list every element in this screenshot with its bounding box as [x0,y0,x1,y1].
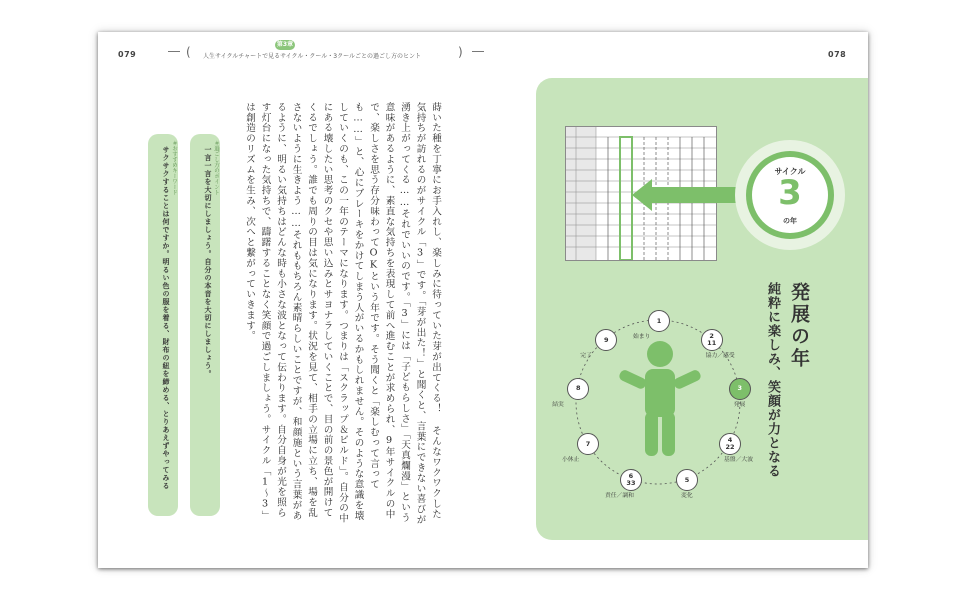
cycle-badge-number: 3 [778,173,802,213]
cycle-node: 1 [648,310,670,332]
cycle-node: 2 11 [701,329,723,351]
cycle-node: 6 33 [620,469,642,491]
cycle-node-label: 変化 [681,493,693,500]
cycle-node-label: 発展 [733,401,746,408]
chapter-badge: 第3章 [276,41,294,48]
title-sub: 純粋に楽しみ、笑顔が力となる [765,282,780,478]
tip-box-text: 一言一言を大切にしましょう。自分の本音を大切にしましょう。 [204,146,212,378]
header-paren-open: ( [186,45,191,59]
cycle-node-label: 結実 [552,401,564,408]
tip-box-points [190,134,220,516]
person-figure [618,341,702,456]
tip-box-keywords [148,134,178,516]
cycle-node-label: 協力／感受 [705,353,735,360]
tip-box-text: サクサクすることは何ですか。明るい色の服を着る、財布の紐を締める、とりあえずやってみる [162,146,170,490]
header-paren-close: ) [458,45,463,59]
running-header [168,41,498,64]
tip-box-label: ＃過ごし方のポイント [213,140,219,195]
cycle-node-label: 小休止 [561,457,580,463]
cycle-node-label: 責任／調和 [604,493,634,500]
header-text: 人生サイクルチャートで見るサイクル・クール・3クールごとの過ごし方のヒント [203,53,421,60]
book-spread [98,32,868,568]
header-dash [472,51,484,52]
header-dash [168,51,180,52]
cycle-node: 3 [729,378,751,400]
cycle-node-label: 完了 [580,353,592,360]
arrow-indicator [632,179,742,211]
page-number-right: 078 [828,50,847,59]
cycle-node: 5 [676,469,698,491]
page-number-left: 079 [118,50,137,59]
cycle-node: 4 22 [719,433,741,455]
tip-box-label: ＃おすすめキーワード [171,140,177,195]
title-main: 発展の年 [788,282,810,370]
cycle-badge-suffix: の年 [783,217,797,225]
cycle-badge [735,140,845,250]
body-text: 蒔いた種を丁寧にお手入れし、楽しみに待っていた芽が出てくる！ そんなワクワクした気持ちが訪れるのがサイクル「3」です。「芽が出た！」と聞くと、言葉にできない喜びが湧き上がってくる……それでいいのです。「3」には「子どもらしさ」「天真爛漫」という意味があるように、素直な気持ちを表現して前へ進むことが求められ、9年サイクルの中で、楽しさを思う存分味わってOKという年です。そう聞くと「楽しむって言っても……」と、心にブレーキをかけてしまう人がいるかもしれません。そのような意識を壊していくのも、この一年のテーマになります。つまりは「スクラップ＆ビルド」。自分の中にある壊したい思考のクセや思い込みとサヨナラしていくことで、目の前の景色が開けてくるでしょう。誰でも周りの目は気になります。状況を見て、相手の立場に立ち、場を乱さないように生きよう……それももちろん素晴らしいことですが、和顔施という言葉があるように、明るい気持ちはどんな時も小さな波となって伝わります。自分自身が光を照らす灯台になった気持ちで、躊躇することなく笑顔で過ごしましょう。サイクル「1〜3」は創造のリズムを生み、次へと繋がっていきます。 [244,102,441,525]
cycle-node-label: 始まり [633,334,651,340]
cycle-node: 7 [577,433,599,455]
cycle-node-label: 基盤／大波 [724,457,753,463]
cycle-node: 9 [595,329,617,351]
cycle-badge-prefix: サイクル [774,167,806,176]
cycle-node: 8 [567,378,589,400]
